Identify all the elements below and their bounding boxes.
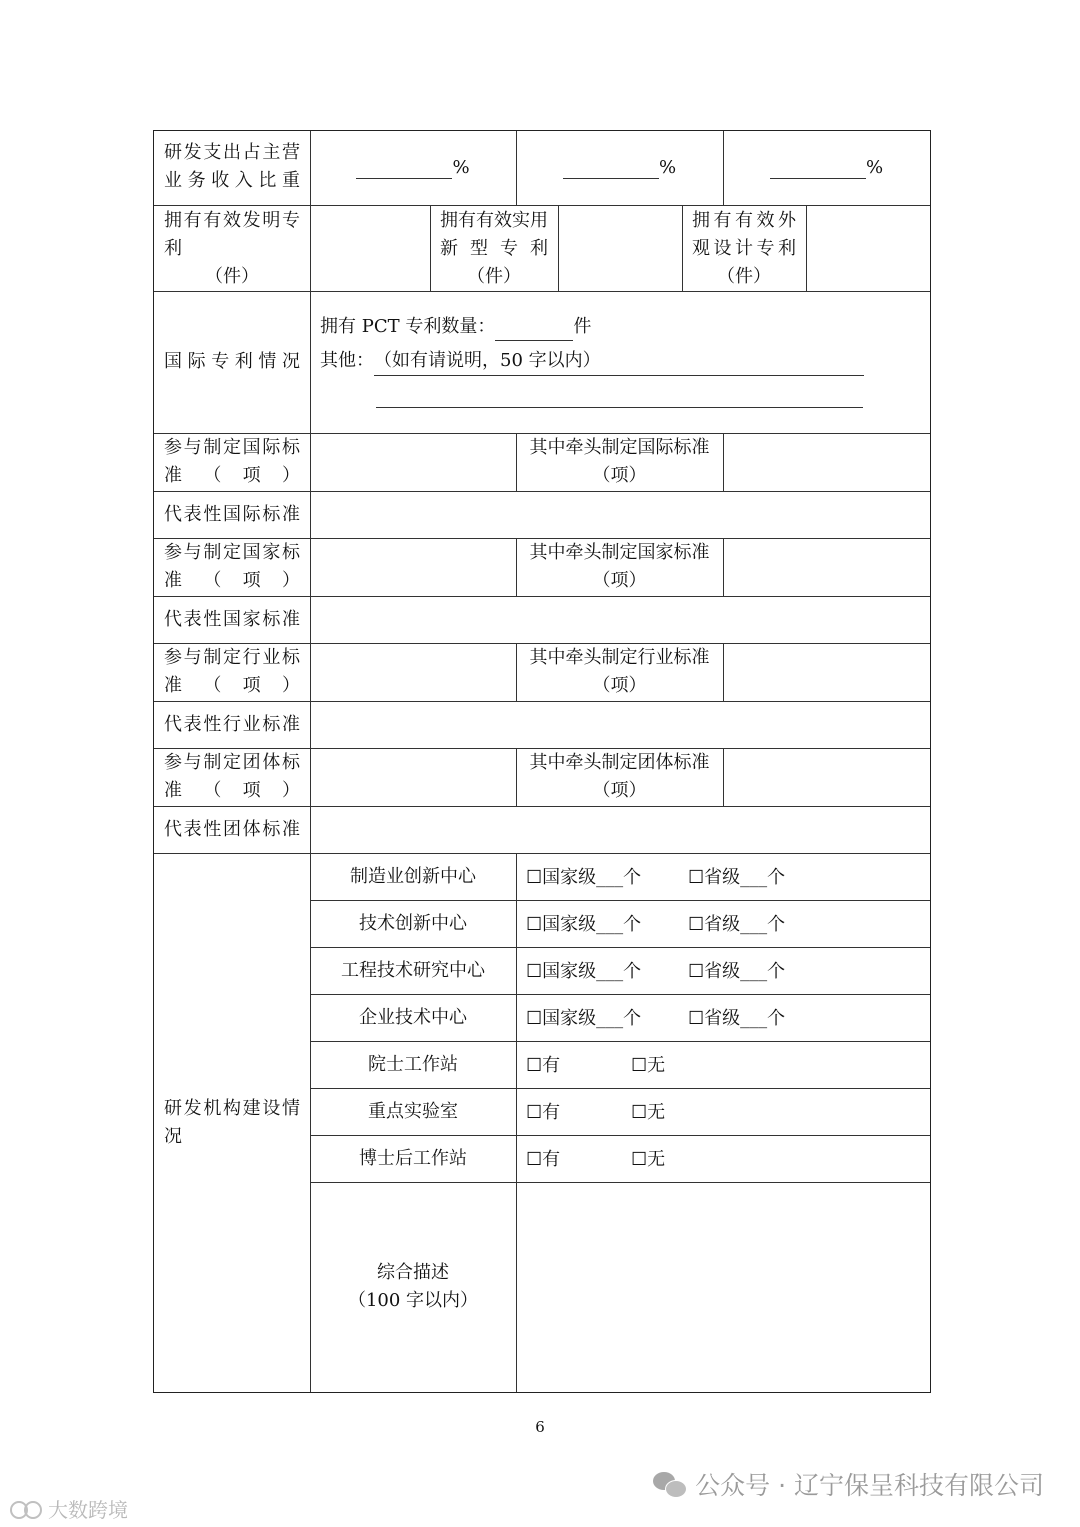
utility-patent-label — [430, 205, 558, 291]
patent-unit: （件） — [205, 266, 259, 287]
design-patent-label — [682, 205, 806, 291]
inst-name-1: 技术创新中心 — [359, 912, 467, 934]
intl-patent-text: 国际专利情况 — [164, 351, 300, 372]
rep-national-standard-label — [154, 596, 310, 643]
inst-opt1-3[interactable]: ☐国家级___个 — [526, 1008, 642, 1029]
utility-patent-text: 拥有有效实用新型专利 — [440, 210, 548, 259]
percent-unit: % — [658, 157, 677, 178]
rd-ratio-label: 研发支出占主营业务收入比重 — [164, 142, 300, 191]
rep-industry-standard-text: 代表性行业标准 — [164, 713, 300, 735]
rep-industry-standard-field[interactable] — [310, 701, 930, 748]
intl-patent-content — [310, 291, 930, 433]
watermark-left — [10, 1494, 128, 1523]
inst-name-3: 企业技术中心 — [359, 1006, 467, 1028]
watermark-right-text: 公众号 · 辽宁保呈科技有限公司 — [695, 1471, 1044, 1500]
inst-name-2: 工程技术研究中心 — [341, 959, 485, 981]
percent-unit: % — [452, 157, 470, 178]
other-field-line-2[interactable] — [376, 407, 863, 408]
pct-prefix: 拥有 PCT 专利数量： — [320, 316, 496, 337]
join-national-standard-field[interactable] — [310, 538, 516, 596]
inst-name-6: 博士后工作站 — [359, 1147, 467, 1169]
inst-opt1-0[interactable]: ☐国家级___个 — [526, 867, 642, 888]
inst-name-5: 重点实验室 — [368, 1100, 458, 1122]
inst-opt1-5[interactable]: ☐有 — [526, 1102, 561, 1123]
summary-field[interactable] — [516, 1182, 930, 1392]
rd-institutions-label — [154, 853, 310, 1392]
lead-group-standard-field[interactable] — [723, 748, 930, 806]
inst-opt2-6[interactable]: ☐无 — [631, 1149, 666, 1170]
rep-group-standard-field[interactable] — [310, 806, 930, 853]
application-form-table — [153, 130, 931, 1393]
lead-intl-standard-label — [516, 433, 723, 491]
other-field[interactable] — [374, 347, 864, 376]
inst-name-0: 制造业创新中心 — [350, 865, 476, 887]
rd-ratio-field-2[interactable] — [516, 131, 723, 205]
design-patent-text: 拥有有效外观设计专利 — [692, 210, 796, 259]
inst-opt1-2[interactable]: ☐国家级___个 — [526, 961, 642, 982]
lead-unit: （项） — [592, 675, 647, 696]
invention-patent-field[interactable] — [310, 205, 430, 291]
utility-patent-field[interactable] — [558, 205, 682, 291]
lead-intl-standard-text: 其中牵头制定国际标准 — [529, 437, 710, 458]
rd-ratio-field-3[interactable] — [723, 131, 930, 205]
summary-label-text: 综合描述 — [377, 1262, 449, 1283]
patent-unit: （件） — [717, 266, 771, 287]
lead-national-standard-text: 其中牵头制定国家标准 — [529, 542, 710, 563]
lead-industry-standard-text: 其中牵头制定行业标准 — [529, 647, 710, 668]
rep-intl-standard-field[interactable] — [310, 491, 930, 538]
inst-name-4: 院士工作站 — [368, 1053, 458, 1075]
join-group-standard-field[interactable] — [310, 748, 516, 806]
other-hint: （如有请说明，50 字以内） — [374, 350, 601, 371]
inst-opt2-1[interactable]: ☐省级___个 — [688, 914, 786, 935]
logo-icon — [10, 1499, 44, 1519]
other-line — [320, 347, 864, 376]
invention-patent-label — [154, 205, 310, 291]
join-intl-standard-field[interactable] — [310, 433, 516, 491]
lead-industry-standard-field[interactable] — [723, 643, 930, 701]
rd-ratio-field-1[interactable] — [310, 131, 516, 205]
lead-unit: （项） — [592, 465, 647, 486]
percent-unit: % — [865, 157, 884, 178]
inst-opt1-4[interactable]: ☐有 — [526, 1055, 561, 1076]
pct-count-field[interactable] — [495, 320, 573, 341]
design-patent-field[interactable] — [806, 205, 930, 291]
watermark-right — [653, 1466, 1044, 1502]
join-national-standard-label: 参与制定国家标准（项） — [164, 542, 300, 591]
intl-patent-label — [154, 291, 310, 433]
inst-opt2-2[interactable]: ☐省级___个 — [688, 961, 786, 982]
invention-patent-text: 拥有有效发明专利 — [164, 210, 300, 259]
inst-opt2-0[interactable]: ☐省级___个 — [688, 867, 786, 888]
join-intl-standard-label: 参与制定国际标准（项） — [164, 437, 300, 486]
inst-opt2-5[interactable]: ☐无 — [631, 1102, 666, 1123]
rd-institutions-text: 研发机构建设情况 — [164, 1097, 300, 1147]
join-industry-standard-label: 参与制定行业标准（项） — [164, 647, 300, 696]
wechat-icon — [653, 1470, 687, 1498]
lead-unit: （项） — [592, 780, 647, 801]
rep-industry-standard-label — [154, 701, 310, 748]
patent-unit: （件） — [467, 266, 521, 287]
lead-national-standard-field[interactable] — [723, 538, 930, 596]
rep-group-standard-text: 代表性团体标准 — [164, 818, 300, 840]
rep-intl-standard-text: 代表性国际标准 — [164, 503, 300, 525]
summary-label — [310, 1182, 516, 1392]
inst-opt2-3[interactable]: ☐省级___个 — [688, 1008, 786, 1029]
rep-intl-standard-label — [154, 491, 310, 538]
rep-group-standard-label — [154, 806, 310, 853]
summary-hint: （100 字以内） — [347, 1290, 479, 1311]
inst-opt2-4[interactable]: ☐无 — [631, 1055, 666, 1076]
rep-national-standard-field[interactable] — [310, 596, 930, 643]
inst-opt1-1[interactable]: ☐国家级___个 — [526, 914, 642, 935]
join-industry-standard-field[interactable] — [310, 643, 516, 701]
join-group-standard-label: 参与制定团体标准（项） — [164, 752, 300, 801]
other-prefix: 其他： — [320, 350, 374, 371]
pct-line — [320, 313, 591, 341]
lead-intl-standard-field[interactable] — [723, 433, 930, 491]
pct-unit: 件 — [573, 316, 592, 337]
inst-opt1-6[interactable]: ☐有 — [526, 1149, 561, 1170]
watermark-left-text: 大数跨境 — [48, 1498, 128, 1522]
lead-industry-standard-label — [516, 643, 723, 701]
page-number: 6 — [535, 1418, 545, 1436]
lead-unit: （项） — [592, 570, 647, 591]
lead-group-standard-label — [516, 748, 723, 806]
rep-national-standard-text: 代表性国家标准 — [164, 608, 300, 630]
lead-group-standard-text: 其中牵头制定团体标准 — [529, 752, 710, 773]
lead-national-standard-label — [516, 538, 723, 596]
